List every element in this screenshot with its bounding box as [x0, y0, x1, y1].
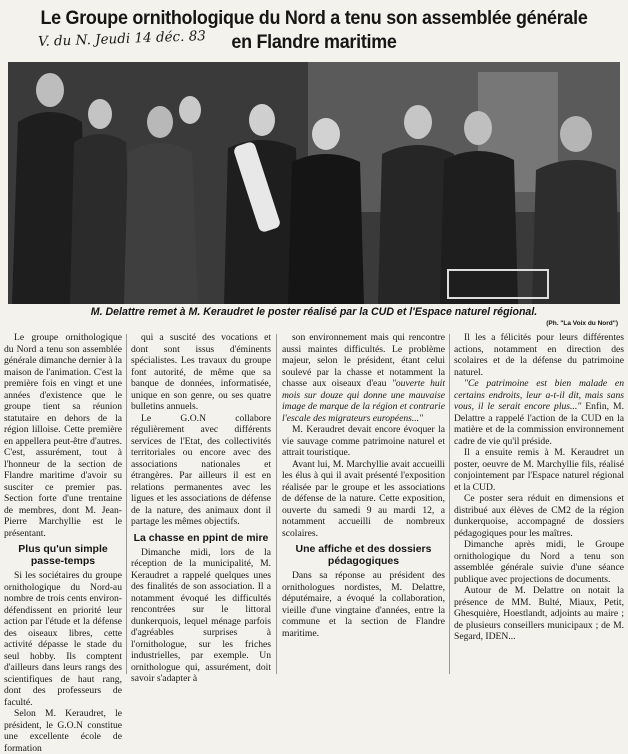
quote: "Ce patrimoine est bien malade en certains endroits, leur a-t-il dit, mais sans vous, il le serait encore plus..." [454, 378, 624, 412]
column-rule [276, 334, 277, 674]
paragraph: Il les a félicités pour leurs différentes actions, notamment en direction des scolaires et de la défense du patrimoine naturel. [454, 332, 624, 378]
article-column-4 [454, 332, 624, 677]
paragraph: Selon M. Keraudret, le président, le G.O.N constitue une excellente école de formation [4, 708, 122, 754]
paragraph: Le groupe ornithologique du Nord a tenu son assemblée générale dimanche dernier à la maison de l'animation. C'est la première fois en vingt et une années d'existence que le groupe tient sa réunion statutaire en dehors de la région lilloise. Cette première en appellera peut-être d'autres. C'est, assurément, tout à l'honneur de la section de Flandre maritime d'avoir su susciter ce premier pas. Section forte d'une trentaine de membres, dont M. Jean-Pierre Marchyllie est le présentant. [4, 332, 122, 539]
subheading: Plus qu'un simple passe-temps [18, 543, 108, 567]
article-column-1 [4, 332, 122, 754]
ceremony-photo [8, 62, 620, 304]
article-column-3 [282, 332, 445, 677]
quote: "ouverte huit mois sur douze qui donne une mauvaise image de marque de la région et contrarie l'escale des migrateurs européens..." [282, 378, 445, 424]
paragraph: Dans sa réponse au président des ornithologues nordistes, M. Delattre, députémaire, a évoqué la collaboration, vieille d'une vingtaine d'années, entre la commune et la section de Flandre maritime. [282, 570, 445, 639]
headline-line-2: en Flandre maritime [231, 31, 397, 53]
column-rule [126, 334, 127, 674]
handwritten-date-note: V. du N. Jeudi 14 déc. 83 [37, 28, 207, 50]
subheading: La chasse en ppint de mire [133, 531, 269, 544]
photo-caption: M. Delattre remet à M. Keraudret le poster réalisé par la CUD et l'Espace naturel régional. [90, 306, 538, 318]
paragraph: Autour de M. Delattre on notait la présence de MM. Bulté, Miaux, Petit, Ghesquière, Hoestlandt, adjoints au maire ; de plusieurs conseillers municipaux ; de M. Segard, IDEN... [454, 585, 624, 642]
paragraph [282, 332, 445, 424]
paragraph: Avant lui, M. Marchyllie avait accueilli les élus à qui il avait présenté l'exposition réalisée par le groupe et les associations de défense de la nature. Cette exposition, ouverte du samedi 9 au mardi 12, a notamment accueilli de nombreux scolaires. [282, 458, 445, 539]
paragraph-text: Enfin, M. Delattre a rappelé l'action de la CUD en la matière et de la commission environnement cadre de vie qu'il préside. [454, 401, 624, 447]
photo-credit: (Ph. "La Voix du Nord") [546, 320, 618, 327]
paragraph: qui a suscité des vocations et dont sont issus d'éminents spécialistes. Les travaux du groupe font autorité, de même que sa banque de données, informatisée, unique en son genre, ou ses quatre bulletins annuels. [131, 332, 271, 412]
paragraph: Si les sociétaires du groupe ornithologique du Nord-au nombre de trois cents environ-défendissent en priorité leur action par l'étude et la défense des oiseaux libres, cette activité dépasse le stade du seul hobby. Ils comptent d'ailleurs dans leurs rangs des scientifiques de haut rang, dont des professeurs de faculté. [4, 570, 122, 708]
photo-illustration [8, 62, 620, 304]
paragraph: Dimanche midi, lors de la réception de la municipalité, M. Keraudret a rappelé quelques unes des finalités de son association. Il a notamment évoqué les difficultés rencontrées sur le littoral dunkerquois, lequel ménage parfois d'agréables surprises à l'ornithologue, sur les friches industrielles, par exemple. Un ornithologue qui, assurément, doit savoir s'adapter à [131, 546, 271, 684]
paragraph: Dimanche après midi, le Groupe ornithologique du Nord a tenu son assemblée générale suivie d'une séance publique avec projections de documents. [454, 539, 624, 585]
column-rule [449, 334, 450, 674]
paragraph: Il a ensuite remis à M. Keraudret un poster, oeuvre de M. Marchyllie fils, réalisé conjointement par l'Espace naturel régional et la CUD. [454, 447, 624, 493]
paragraph: Le G.O.N collabore régulièrement avec différents services de l'Etat, des collectivités territoriales ou encore avec des associations nationales et étrangères. Par ailleurs il est en relations permanentes avec les ligues et les associations de défense de la nature, des animaux dont il partage les mêmes objectifs. [131, 412, 271, 527]
paragraph-text: son environnement mais qui rencontre aussi maintes difficultés. Le problème majeur, selon le président, étant celui soulevé par la chasse et notamment la chasse aux oiseaux d'eau [282, 332, 445, 389]
paragraph: Ce poster sera réduit en dimensions et distribué aux élèves de CM2 de la région dunkerquoise, accompagné de dossiers pédagogiques pour les maîtres. [454, 493, 624, 539]
subheading: Une affiche et des dossiers pédagogiques [295, 543, 432, 567]
headline-line-1: Le Groupe ornithologique du Nord a tenu son assemblée générale [40, 7, 588, 29]
article-column-2 [131, 332, 271, 684]
paragraph: M. Keraudret devait encore évoquer la vie sauvage comme patrimoine naturel et attrait touristique. [282, 424, 445, 458]
paragraph [454, 378, 624, 447]
